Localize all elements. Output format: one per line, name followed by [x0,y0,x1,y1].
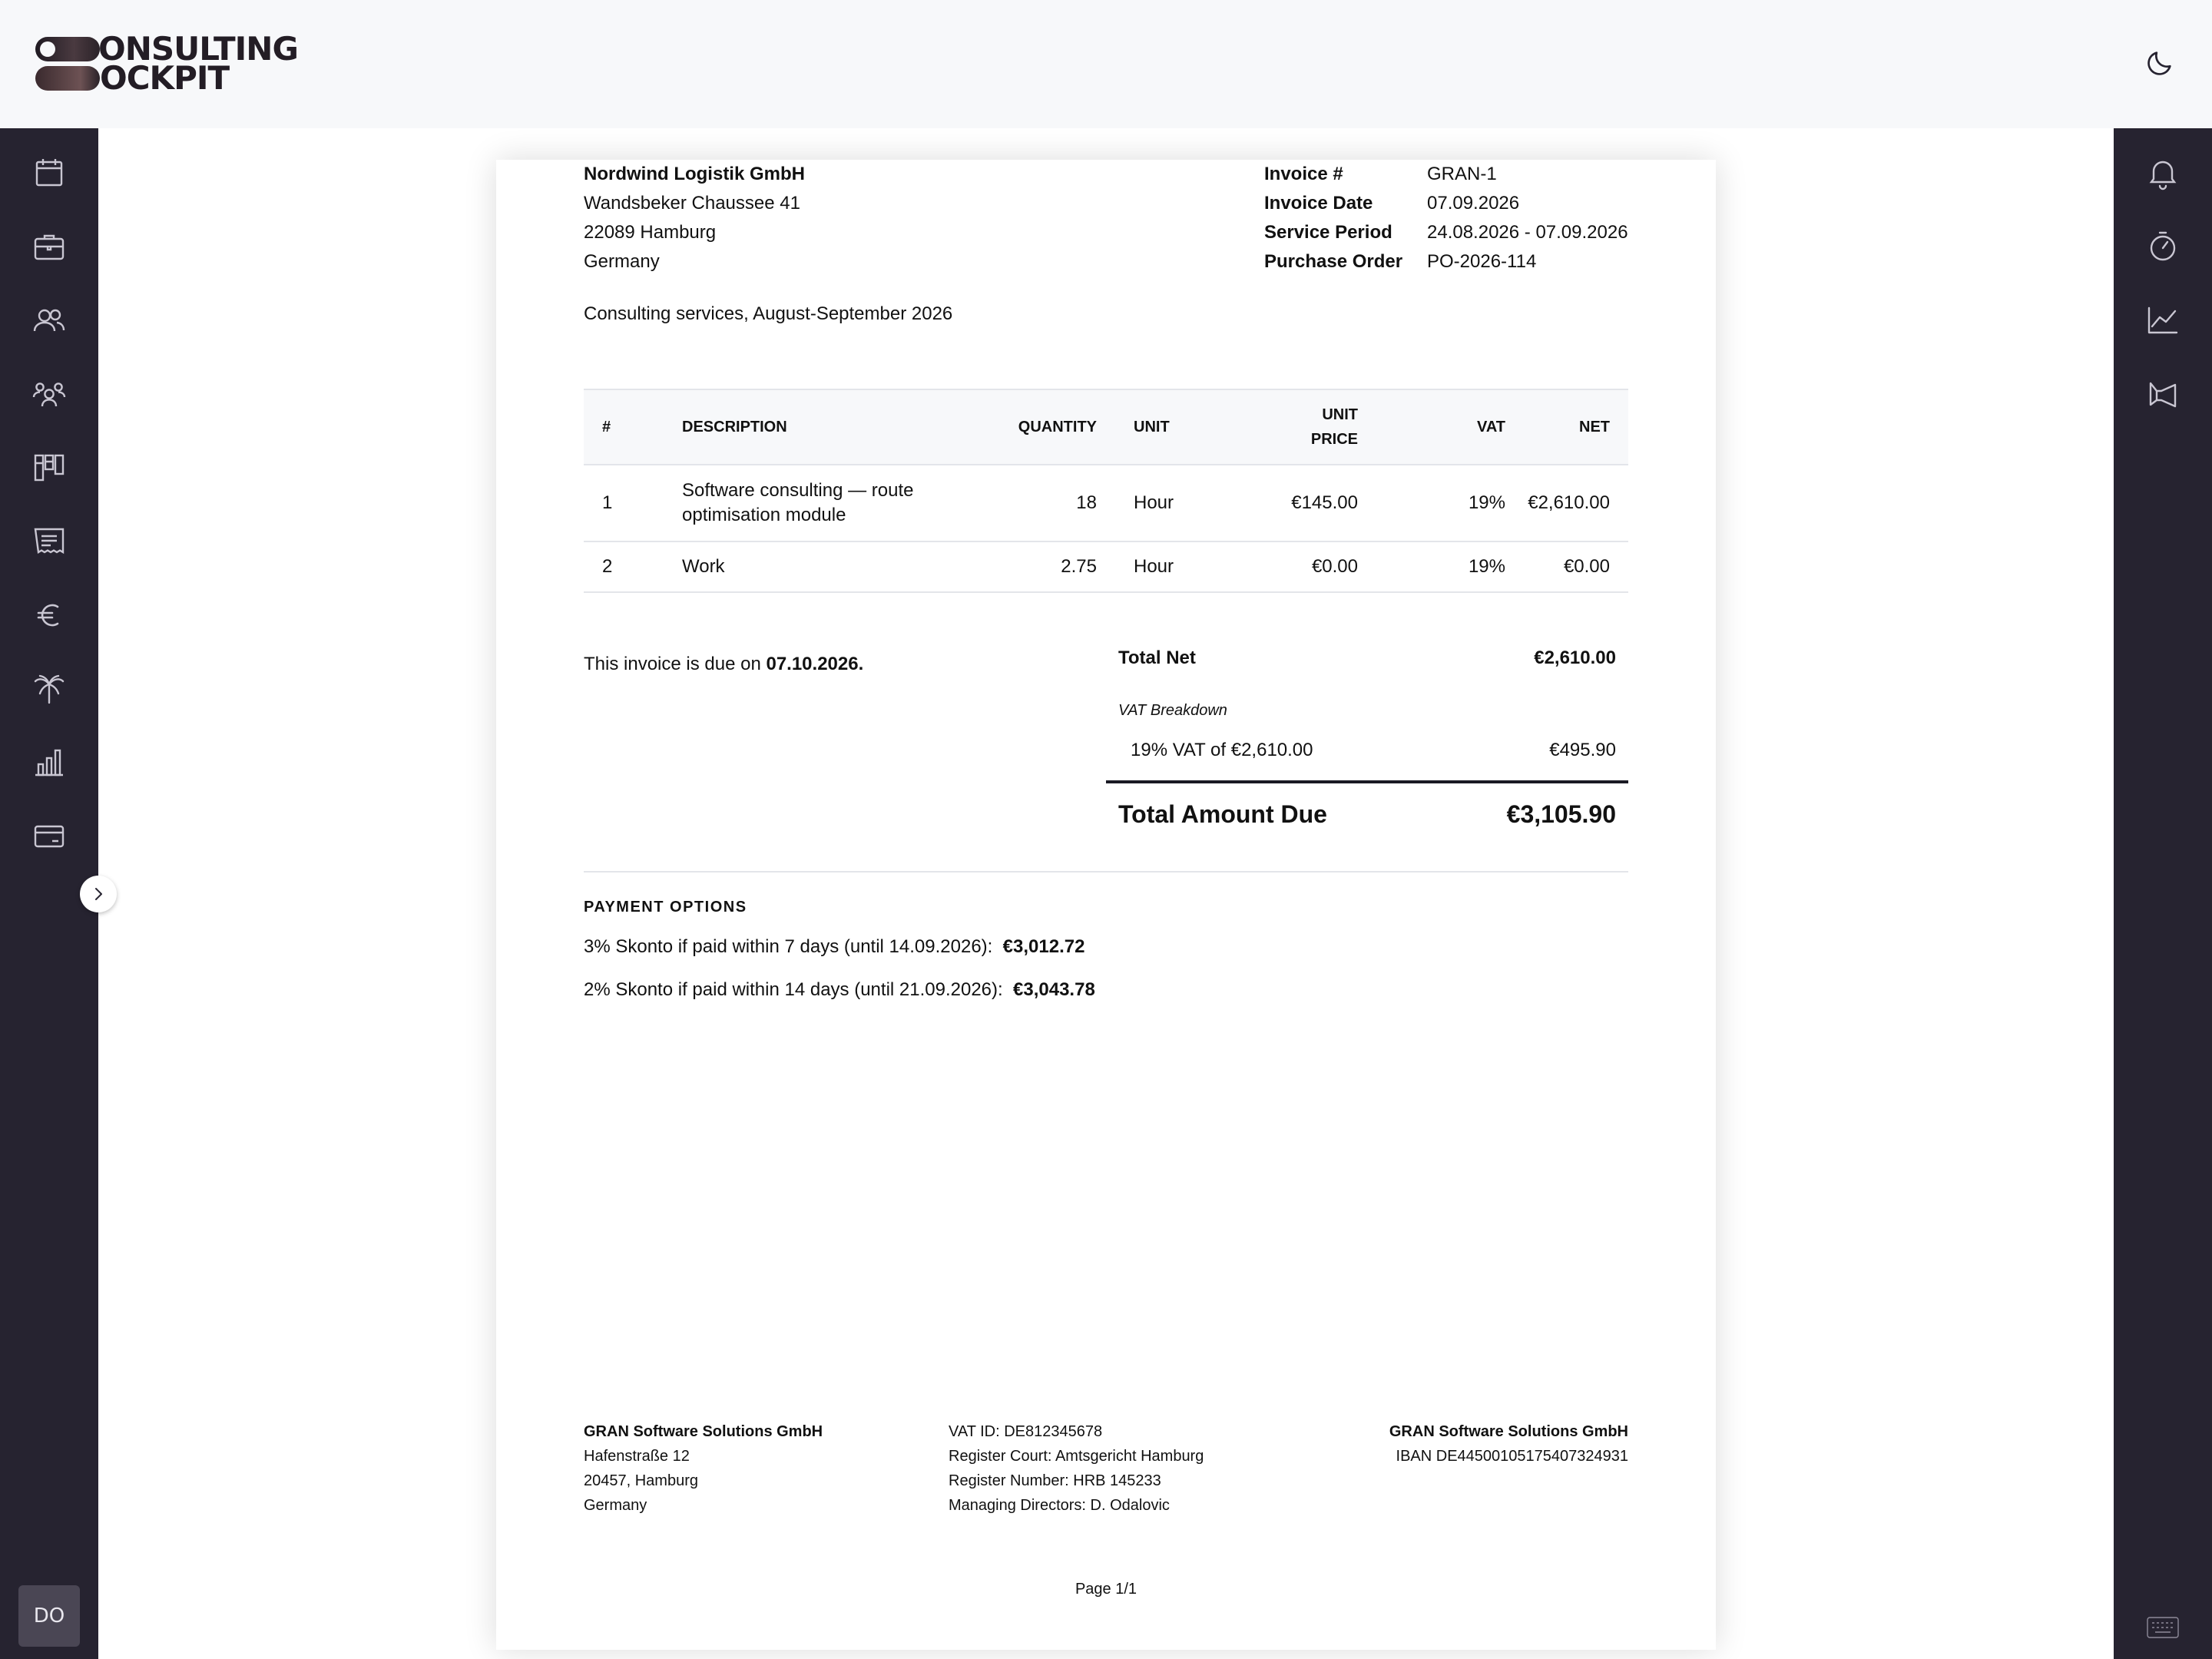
credit-card-icon [31,818,68,855]
briefcase-icon [31,228,68,265]
due-prefix: This invoice is due on [584,654,767,674]
col-unit: UNIT [1097,389,1250,465]
nav-team[interactable] [31,376,68,412]
item-unit: Hour [1097,541,1250,592]
nav-calendar[interactable] [31,154,68,191]
receipt-icon [31,523,68,560]
item-description: Work [682,541,1012,592]
nav-reports[interactable] [31,744,68,781]
footer-company-country: Germany [584,1497,647,1514]
item-vat: 19% [1358,541,1505,592]
footer-company [584,1419,823,1518]
item-unit: Hour [1097,465,1250,541]
item-number: 2 [584,541,682,592]
nav-time-tracking[interactable] [2144,228,2181,265]
chevron-right-icon [89,885,108,903]
logo-word-cockpit: OCKPIT [100,59,230,97]
vat-breakdown-heading: VAT Breakdown [1118,702,1227,719]
dark-mode-toggle[interactable] [2144,48,2175,78]
footer-company-street: Hafenstraße 12 [584,1448,690,1465]
sidebar-expand-button[interactable] [80,876,117,912]
total-due-label: Total Amount Due [1118,800,1327,828]
item-description-line1: Software consulting — route [682,480,914,501]
palm-tree-icon [31,671,68,707]
recipient-street: Wandsbeker Chaussee 41 [584,193,800,214]
meta-label: Invoice # [1264,164,1343,184]
footer-company-city: 20457, Hamburg [584,1472,698,1489]
total-divider [1106,780,1628,783]
recipient-country: Germany [584,251,660,272]
nav-finance[interactable] [31,597,68,634]
meta-value: 24.08.2026 - 07.09.2026 [1427,222,1628,243]
item-unit-price: €145.00 [1250,465,1358,541]
footer-company-name: GRAN Software Solutions GmbH [584,1423,823,1440]
due-date: 07.10.2026. [766,654,864,674]
item-unit-price: €0.00 [1250,541,1358,592]
invoice-document [496,160,1716,1650]
table-row [584,465,1628,541]
col-quantity: QUANTITY [1012,389,1097,465]
logo-mark-top [35,37,100,61]
item-number: 1 [584,465,682,541]
bar-chart-icon [31,744,68,781]
euro-icon [31,597,68,634]
total-net-row [1118,644,1616,673]
section-divider [584,871,1628,873]
due-notice [584,650,863,679]
meta-label: Invoice Date [1264,193,1373,214]
nav-announcements[interactable] [2144,376,2181,412]
kanban-icon [31,449,68,486]
bell-icon [2144,154,2181,191]
meta-value: GRAN-1 [1427,164,1497,184]
meta-value: PO-2026-114 [1427,251,1537,272]
nav-notifications[interactable] [2144,154,2181,191]
payment-option-amount: €3,043.78 [1013,979,1095,1000]
payment-option-2 [584,975,1095,1005]
users-icon [31,302,68,339]
page-number: Page 1/1 [1075,1581,1137,1598]
payment-option-text: 3% Skonto if paid within 7 days (until 14.09.2026): [584,936,993,957]
table-header-row [584,389,1628,465]
footer-vat-id: VAT ID: DE812345678 [949,1423,1103,1440]
total-due-value: €3,105.90 [1506,800,1616,828]
meta-label: Purchase Order [1264,251,1403,272]
vat-line-row [1131,736,1616,765]
invoice-subject: Consulting services, August-September 2026 [584,303,953,324]
col-vat: VAT [1358,389,1505,465]
table-row [584,541,1628,592]
app-logo[interactable] [35,30,298,97]
recipient-city: 22089 Hamburg [584,222,717,243]
item-description-line2: optimisation module [682,505,846,525]
vat-line-value: €495.90 [1549,740,1616,760]
user-avatar[interactable]: DO [18,1585,80,1647]
item-net: €0.00 [1505,541,1628,592]
keyboard-shortcuts-button[interactable] [2146,1616,2180,1639]
col-net: NET [1505,389,1628,465]
logo-mark-bottom [35,66,100,91]
payment-option-1 [584,932,1084,962]
footer-register-number: Register Number: HRB 145233 [949,1472,1161,1489]
footer-bank [1389,1419,1628,1469]
line-chart-icon [2144,302,2181,339]
nav-clients[interactable] [31,302,68,339]
col-unit-price-line1: UNIT [1322,406,1358,423]
item-description [682,465,1012,541]
item-quantity: 2.75 [1012,541,1097,592]
footer-iban: IBAN DE44500105175407324931 [1396,1448,1628,1465]
logo-word-consulting: ONSULTING [98,30,298,68]
item-quantity: 18 [1012,465,1097,541]
nav-vacation[interactable] [31,671,68,707]
nav-invoices[interactable] [31,523,68,560]
megaphone-icon [2144,376,2181,412]
footer-legal [949,1419,1204,1518]
keyboard-icon [2146,1616,2180,1639]
line-items-table [584,389,1628,593]
col-unit-price [1250,389,1358,465]
stopwatch-icon [2144,228,2181,265]
nav-board[interactable] [31,449,68,486]
nav-projects[interactable] [31,228,68,265]
col-description: DESCRIPTION [682,389,1012,465]
payment-options-heading: PAYMENT OPTIONS [584,899,747,916]
item-net: €2,610.00 [1505,465,1628,541]
col-number: # [584,389,682,465]
top-bar [0,0,2212,128]
vat-line-label: 19% VAT of €2,610.00 [1131,740,1313,760]
moon-icon [2144,48,2175,78]
payment-option-amount: €3,012.72 [1002,936,1085,957]
nav-analytics[interactable] [2144,302,2181,339]
meta-value: 07.09.2026 [1427,193,1520,214]
total-net-label: Total Net [1118,647,1196,668]
payment-option-text: 2% Skonto if paid within 14 days (until 21.09.2026): [584,979,1003,1000]
total-net-value: €2,610.00 [1534,647,1616,668]
sidebar-right [2114,128,2212,1659]
meta-label: Service Period [1264,222,1392,243]
team-icon [31,376,68,412]
nav-payments[interactable] [31,818,68,855]
item-vat: 19% [1358,465,1505,541]
recipient-name: Nordwind Logistik GmbH [584,164,805,184]
recipient-address [584,160,805,276]
footer-register-court: Register Court: Amtsgericht Hamburg [949,1448,1204,1465]
calendar-icon [31,154,68,191]
footer-bank-name: GRAN Software Solutions GmbH [1389,1423,1628,1440]
total-due-row [1118,797,1616,831]
footer-directors: Managing Directors: D. Odalovic [949,1497,1170,1514]
col-unit-price-line2: PRICE [1310,431,1358,448]
